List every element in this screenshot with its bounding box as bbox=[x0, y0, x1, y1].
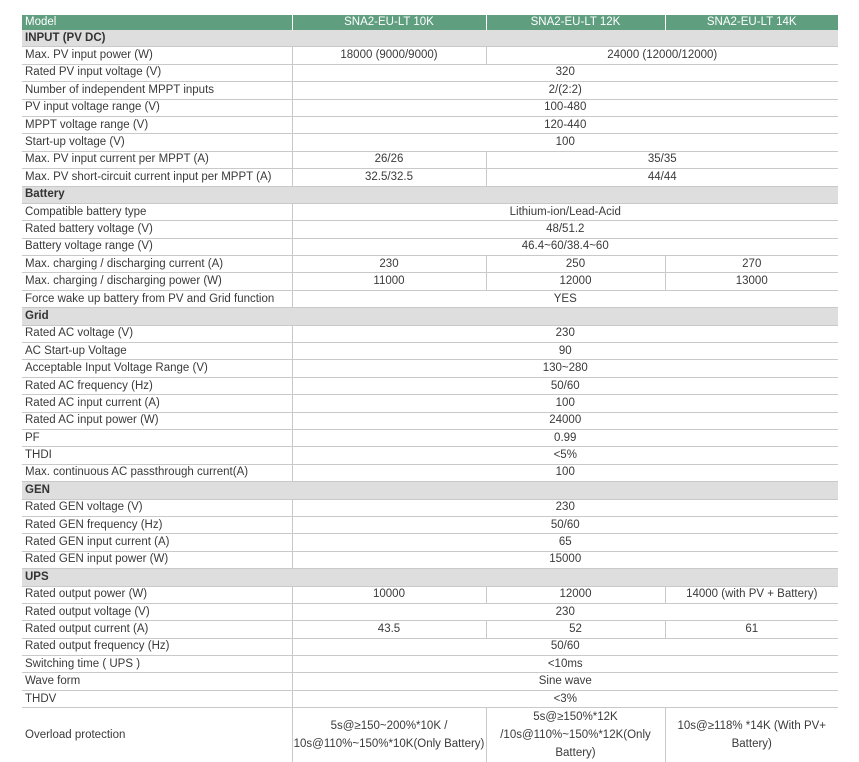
spec-label: Rated GEN input current (A) bbox=[22, 534, 292, 551]
spec-body bbox=[22, 30, 838, 762]
spec-label: Rated output current (A) bbox=[22, 621, 292, 638]
spec-row bbox=[22, 256, 838, 273]
spec-label: THDV bbox=[22, 690, 292, 707]
spec-value: 100 bbox=[292, 134, 838, 151]
spec-value: <5% bbox=[292, 447, 838, 464]
spec-row bbox=[22, 412, 838, 429]
spec-row bbox=[22, 169, 838, 186]
spec-value: 46.4~60/38.4~60 bbox=[292, 238, 838, 255]
spec-value: Sine wave bbox=[292, 673, 838, 690]
spec-value: 100 bbox=[292, 464, 838, 481]
spec-row bbox=[22, 464, 838, 481]
spec-row bbox=[22, 621, 838, 638]
section-row bbox=[22, 30, 838, 47]
spec-value: 12000 bbox=[486, 273, 665, 290]
spec-row bbox=[22, 377, 838, 394]
spec-value: 270 bbox=[665, 256, 838, 273]
header-label: Model bbox=[22, 15, 292, 30]
section-title: INPUT (PV DC) bbox=[22, 30, 838, 47]
spec-value: 2/(2:2) bbox=[292, 82, 838, 99]
spec-value: 14000 (with PV + Battery) bbox=[665, 586, 838, 603]
spec-value: 90 bbox=[292, 343, 838, 360]
spec-row bbox=[22, 551, 838, 568]
spec-label: Rated output power (W) bbox=[22, 586, 292, 603]
model-header: SNA2-EU-LT 12K bbox=[486, 15, 665, 30]
spec-value: 5s@≥150~200%*10K / 10s@110%~150%*10K(Only Battery) bbox=[292, 708, 486, 762]
section-title: Battery bbox=[22, 186, 838, 203]
spec-label: AC Start-up Voltage bbox=[22, 343, 292, 360]
spec-label: Rated AC input current (A) bbox=[22, 395, 292, 412]
section-row bbox=[22, 308, 838, 325]
spec-row bbox=[22, 203, 838, 220]
spec-value: <3% bbox=[292, 690, 838, 707]
spec-value: 61 bbox=[665, 621, 838, 638]
spec-value: 32.5/32.5 bbox=[292, 169, 486, 186]
spec-value: 100 bbox=[292, 395, 838, 412]
spec-row bbox=[22, 360, 838, 377]
spec-value: 0.99 bbox=[292, 429, 838, 446]
spec-value: 320 bbox=[292, 64, 838, 81]
section-row bbox=[22, 186, 838, 203]
spec-row bbox=[22, 47, 838, 64]
spec-row bbox=[22, 325, 838, 342]
spec-label: Overload protection bbox=[25, 729, 126, 742]
spec-label: Battery voltage range (V) bbox=[22, 238, 292, 255]
spec-value: 24000 bbox=[292, 412, 838, 429]
spec-row bbox=[22, 708, 838, 762]
spec-row bbox=[22, 64, 838, 81]
section-title: Grid bbox=[22, 308, 838, 325]
spec-label: Max. continuous AC passthrough current(A) bbox=[22, 464, 292, 481]
spec-label: Wave form bbox=[22, 673, 292, 690]
spec-value: 26/26 bbox=[292, 151, 486, 168]
spec-value: 50/60 bbox=[292, 377, 838, 394]
spec-value: 24000 (12000/12000) bbox=[486, 47, 838, 64]
section-title: GEN bbox=[22, 482, 838, 499]
spec-label: Force wake up battery from PV and Grid function bbox=[22, 290, 292, 307]
spec-value: 10s@≥118% *14K (With PV+ Battery) bbox=[665, 708, 838, 762]
spec-label: Rated PV input voltage (V) bbox=[22, 64, 292, 81]
spec-value: 5s@≥150%*12K /10s@110%~150%*12K(Only Battery) bbox=[486, 708, 665, 762]
spec-label: Rated AC voltage (V) bbox=[22, 325, 292, 342]
spec-row bbox=[22, 395, 838, 412]
spec-value: 43.5 bbox=[292, 621, 486, 638]
spec-label: Switching time ( UPS ) bbox=[22, 656, 292, 673]
spec-label: Compatible battery type bbox=[22, 203, 292, 220]
spec-label: Rated GEN input power (W) bbox=[22, 551, 292, 568]
spec-label: Rated GEN voltage (V) bbox=[22, 499, 292, 516]
spec-value: 15000 bbox=[292, 551, 838, 568]
spec-value: Lithium-ion/Lead-Acid bbox=[292, 203, 838, 220]
spec-value: 230 bbox=[292, 499, 838, 516]
spec-value: 100-480 bbox=[292, 99, 838, 116]
spec-value: 13000 bbox=[665, 273, 838, 290]
header-row bbox=[22, 15, 838, 30]
spec-row bbox=[22, 273, 838, 290]
spec-value: 10000 bbox=[292, 586, 486, 603]
spec-value: 11000 bbox=[292, 273, 486, 290]
spec-row bbox=[22, 238, 838, 255]
spec-label: Acceptable Input Voltage Range (V) bbox=[22, 360, 292, 377]
section-row bbox=[22, 482, 838, 499]
spec-row bbox=[22, 638, 838, 655]
spec-label: Max. charging / discharging power (W) bbox=[22, 273, 292, 290]
spec-value: 230 bbox=[292, 603, 838, 620]
spec-table bbox=[22, 15, 838, 762]
spec-label: Max. charging / discharging current (A) bbox=[22, 256, 292, 273]
spec-label: PF bbox=[22, 429, 292, 446]
spec-row bbox=[22, 343, 838, 360]
spec-value: <10ms bbox=[292, 656, 838, 673]
spec-row bbox=[22, 534, 838, 551]
spec-value: YES bbox=[292, 290, 838, 307]
spec-label: Rated battery voltage (V) bbox=[22, 221, 292, 238]
spec-value: 230 bbox=[292, 256, 486, 273]
spec-row bbox=[22, 499, 838, 516]
spec-label: Rated GEN frequency (Hz) bbox=[22, 516, 292, 533]
spec-row bbox=[22, 221, 838, 238]
spec-row bbox=[22, 134, 838, 151]
spec-row bbox=[22, 603, 838, 620]
spec-value: 230 bbox=[292, 325, 838, 342]
spec-label: Rated output frequency (Hz) bbox=[22, 638, 292, 655]
spec-value: 52 bbox=[486, 621, 665, 638]
spec-label: Number of independent MPPT inputs bbox=[22, 82, 292, 99]
spec-value: 48/51.2 bbox=[292, 221, 838, 238]
section-title: UPS bbox=[22, 569, 838, 586]
spec-label: PV input voltage range (V) bbox=[22, 99, 292, 116]
spec-label: Max. PV input power (W) bbox=[22, 47, 292, 64]
model-header: SNA2-EU-LT 10K bbox=[292, 15, 486, 30]
spec-row bbox=[22, 447, 838, 464]
spec-row bbox=[22, 586, 838, 603]
spec-value: 12000 bbox=[486, 586, 665, 603]
spec-value: 250 bbox=[486, 256, 665, 273]
spec-label: Start-up voltage (V) bbox=[22, 134, 292, 151]
spec-label: Max. PV input current per MPPT (A) bbox=[22, 151, 292, 168]
spec-row bbox=[22, 673, 838, 690]
spec-row bbox=[22, 290, 838, 307]
spec-value: 120-440 bbox=[292, 116, 838, 133]
spec-label: Max. PV short-circuit current input per MPPT (A) bbox=[22, 169, 292, 186]
spec-label: THDI bbox=[22, 447, 292, 464]
spec-value: 35/35 bbox=[486, 151, 838, 168]
section-row bbox=[22, 569, 838, 586]
spec-value: 50/60 bbox=[292, 516, 838, 533]
spec-row bbox=[22, 99, 838, 116]
spec-value: 65 bbox=[292, 534, 838, 551]
spec-label: Rated AC input power (W) bbox=[22, 412, 292, 429]
spec-row bbox=[22, 429, 838, 446]
spec-label: MPPT voltage range (V) bbox=[22, 116, 292, 133]
spec-row bbox=[22, 690, 838, 707]
spec-row bbox=[22, 151, 838, 168]
spec-value: 18000 (9000/9000) bbox=[292, 47, 486, 64]
model-header: SNA2-EU-LT 14K bbox=[665, 15, 838, 30]
spec-row bbox=[22, 82, 838, 99]
spec-value: 50/60 bbox=[292, 638, 838, 655]
spec-row bbox=[22, 516, 838, 533]
spec-value: 130~280 bbox=[292, 360, 838, 377]
spec-label: Rated AC frequency (Hz) bbox=[22, 377, 292, 394]
spec-row bbox=[22, 116, 838, 133]
spec-label: Rated output voltage (V) bbox=[22, 603, 292, 620]
spec-row bbox=[22, 656, 838, 673]
spec-value: 44/44 bbox=[486, 169, 838, 186]
